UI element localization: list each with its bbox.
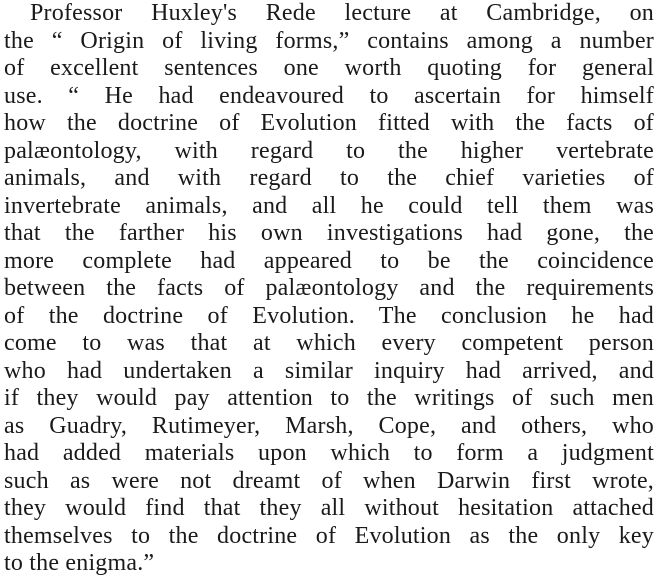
text-line: come to was that at which every competent person <box>4 330 654 356</box>
text-line: between the facts of palæontology and the requirements <box>4 275 654 301</box>
text-line: that the farther his own investigations had gone, the <box>4 220 654 246</box>
text-line: had added materials upon which to form a judgment <box>4 440 654 466</box>
text-line: themselves to the doctrine of Evolution as the only key <box>4 522 654 549</box>
text-line: animals, and with regard to the chief varieties of <box>4 165 654 191</box>
text-line: of excellent sentences one worth quoting for general <box>4 55 654 81</box>
text-line: who had undertaken a similar inquiry had arrived, and <box>4 357 654 384</box>
text-line: of the doctrine of Evolution. The conclusion he had <box>4 302 654 329</box>
text-line: how the doctrine of Evolution fitted with the facts of <box>4 110 654 136</box>
text-line: they would find that they all without hesitation attached <box>4 495 654 521</box>
text-line: if they would pay attention to the writings of such men <box>4 385 654 411</box>
text-line: the “ Origin of living forms,” contains among a number <box>4 27 654 54</box>
text-line: invertebrate animals, and all he could tell them was <box>4 192 654 219</box>
text-line: palæontology, with regard to the higher vertebrate <box>4 137 654 164</box>
text-line: use. “ He had endeavoured to ascertain for himself <box>4 82 654 109</box>
text-line: more complete had appeared to be the coincidence <box>4 247 654 274</box>
text-line: Professor Huxley's Rede lecture at Cambridge, on <box>30 0 654 26</box>
text-line: to the enigma.” <box>4 550 155 576</box>
article-paragraph <box>4 0 654 578</box>
text-line: such as were not dreamt of when Darwin first wrote, <box>4 467 654 494</box>
text-line: as Guadry, Rutimeyer, Marsh, Cope, and others, who <box>4 412 654 439</box>
